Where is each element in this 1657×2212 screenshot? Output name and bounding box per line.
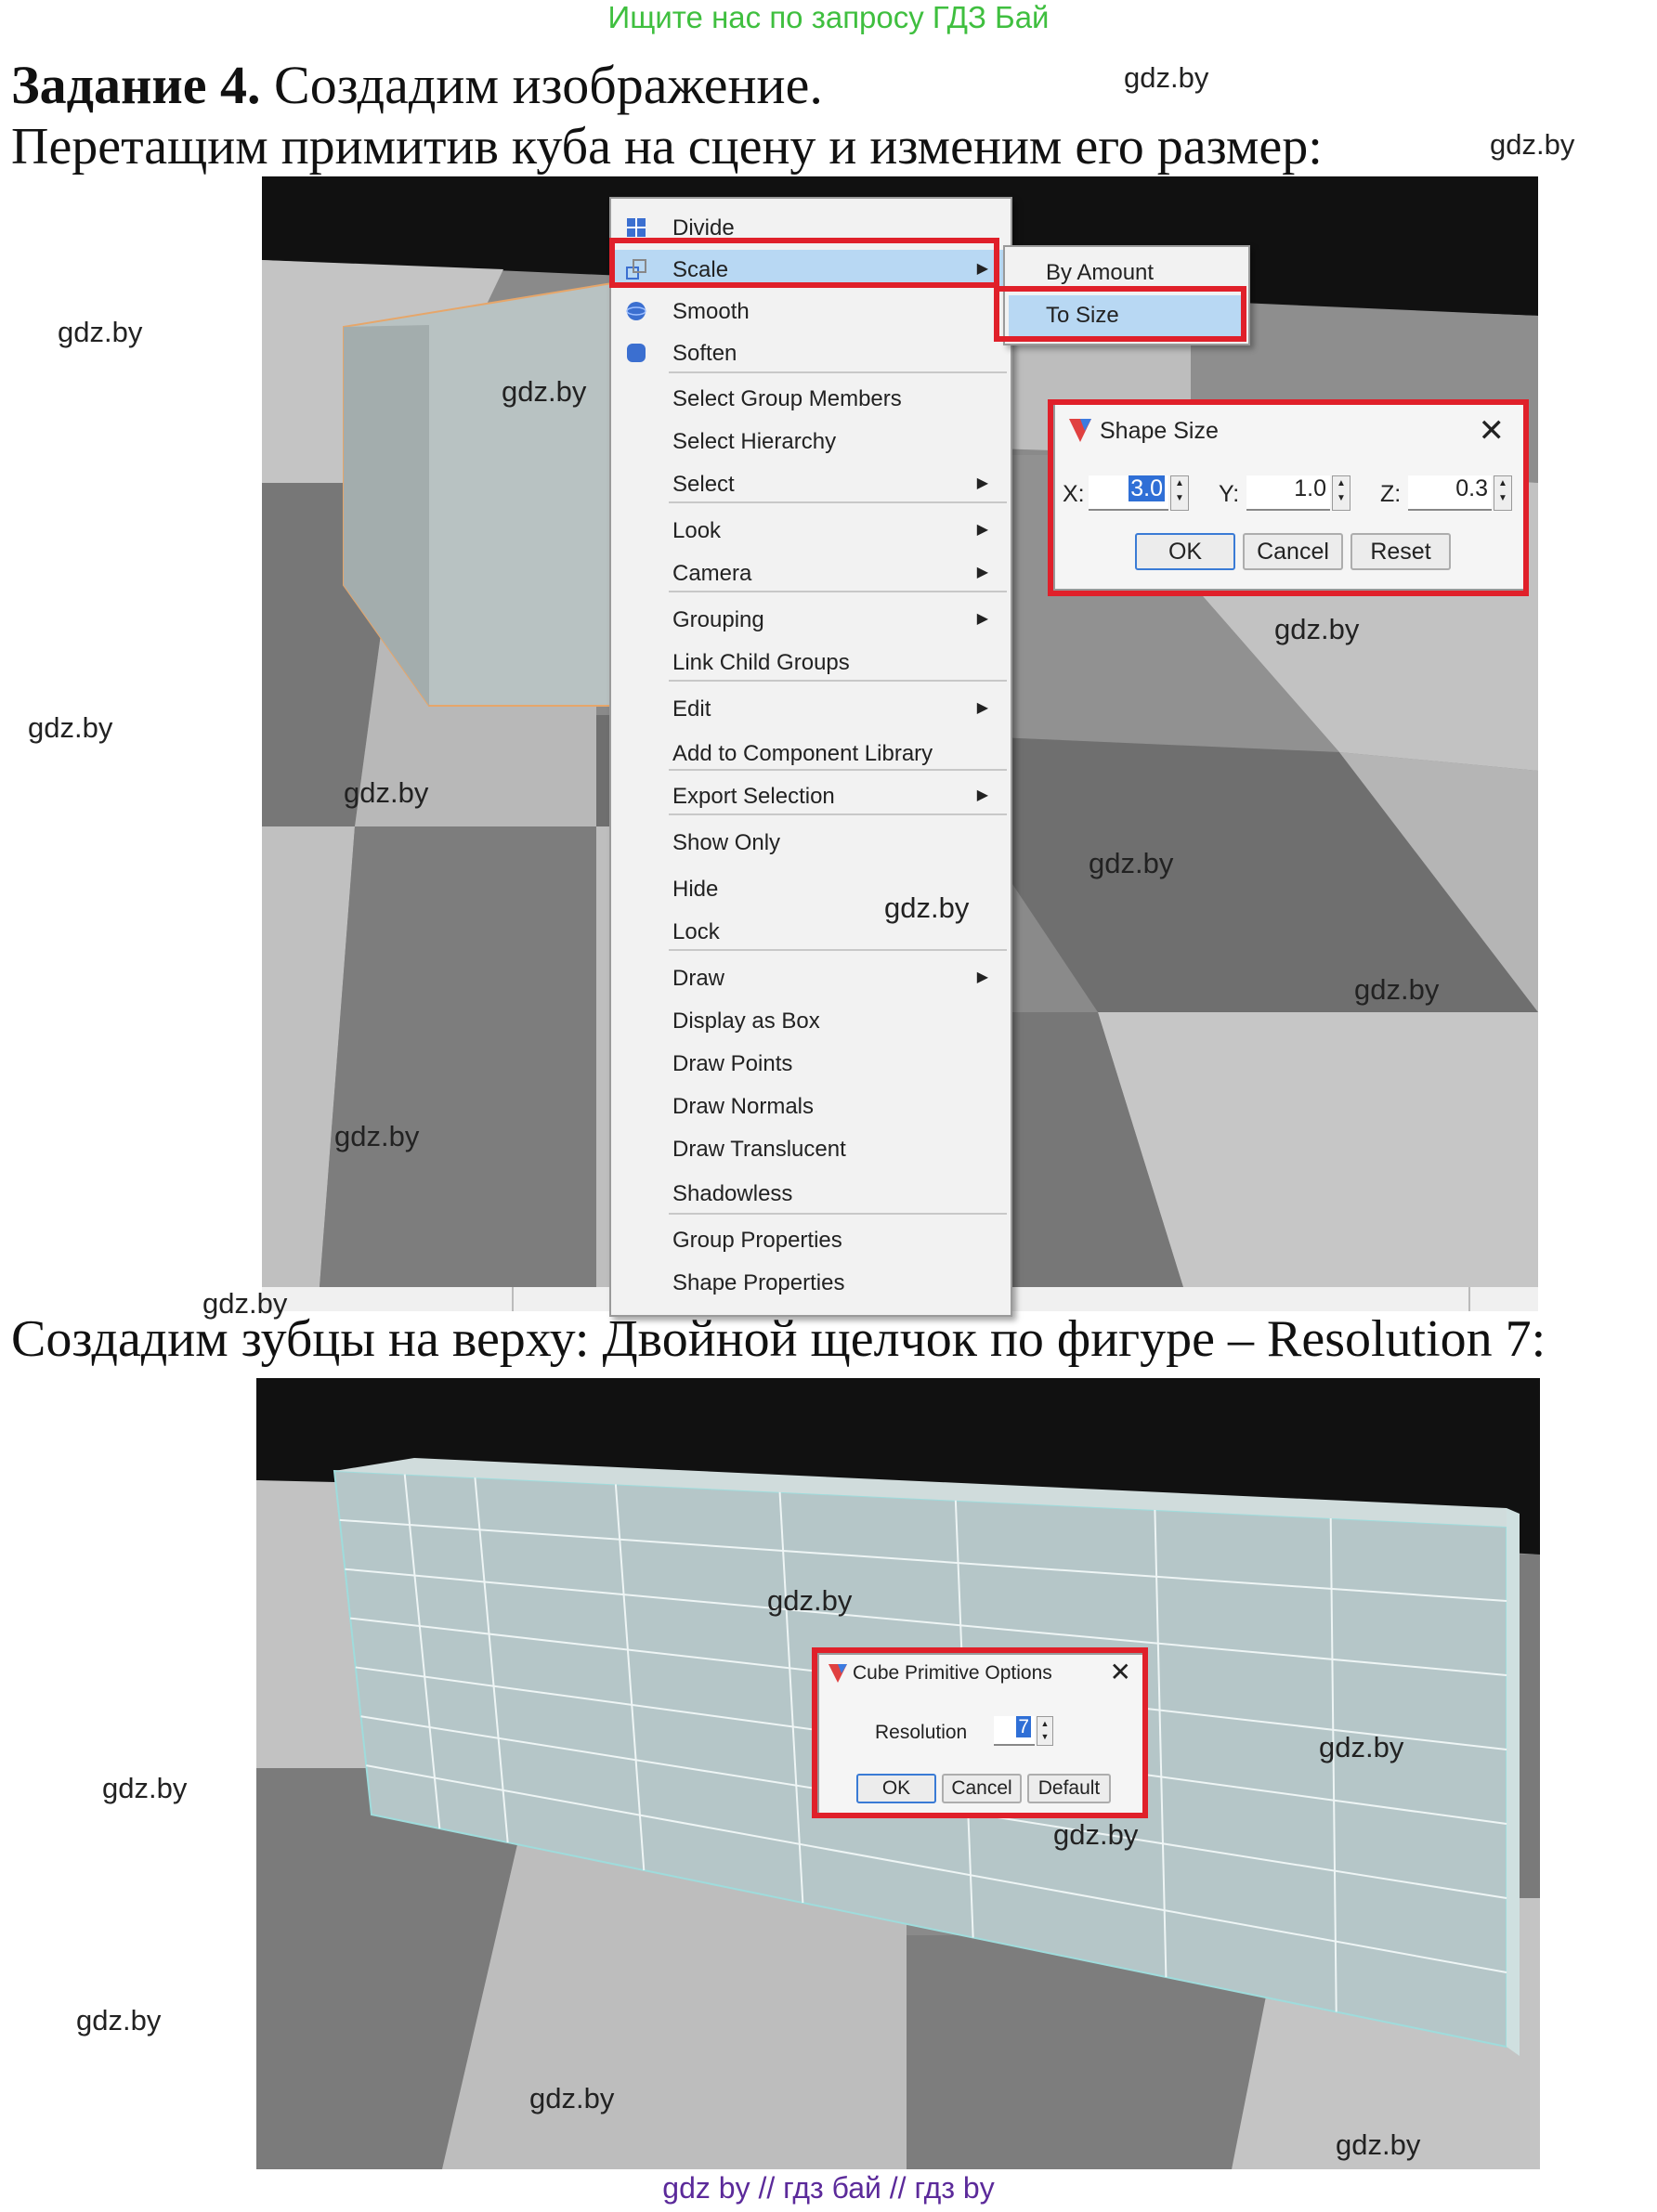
watermark: gdz.by [529,2082,615,2114]
watermark: gdz.by [202,1287,288,1320]
z-spinner[interactable]: ▲ ▼ [1494,475,1512,511]
menu-item-select-group-members[interactable] [611,379,1011,416]
instruction-line-2: Создадим зубцы на верху: Двойной щелчок по фигуре – Resolution 7: [11,1310,1546,1368]
instruction-line-1: Перетащим примитив куба на сцену и изменим его размер: [11,118,1323,176]
menu-item-label: Look [672,518,722,543]
menu-item-shadowless[interactable] [611,1174,1011,1211]
watermark: gdz.by [1089,847,1174,879]
menu-item-label: Export Selection [672,784,835,809]
menu-item-edit[interactable] [611,689,1011,726]
watermark: gdz.by [1124,61,1209,94]
resolution-input[interactable]: 7 [994,1716,1035,1746]
menu-item-draw-normals[interactable] [611,1086,1011,1124]
menu-item-label: Camera [672,561,752,586]
close-icon[interactable]: ✕ [1109,1658,1131,1686]
highlight-scale-item [609,238,999,288]
rounded-square-icon [626,343,646,363]
z-size-input[interactable]: 0.3 [1408,475,1492,511]
submenu-arrow-icon: ▶ [976,611,988,627]
submenu-arrow-icon: ▶ [976,700,988,716]
menu-item-show-only[interactable] [611,823,1011,860]
submenu-arrow-icon: ▶ [976,261,988,277]
watermark: gdz.by [884,891,970,924]
submenu-arrow-icon: ▶ [976,475,988,491]
cancel-button[interactable]: Cancel [1243,533,1343,570]
menu-item-display-as-box[interactable] [611,1001,1011,1038]
watermark: gdz.by [1274,613,1360,645]
menu-item-label: Shape Properties [672,1270,845,1295]
watermark: gdz.by [102,1772,188,1804]
menu-item-label: Hide [672,877,719,902]
task-text: Создадим изображение. [260,55,823,115]
menu-item-camera[interactable] [611,553,1011,591]
menu-item-label: Draw [672,966,725,991]
menu-item-to-size[interactable]: To Size [1009,295,1243,336]
y-label: Y: [1219,481,1240,507]
watermark: gdz.by [767,1584,853,1617]
menu-item-link-child-groups[interactable] [611,643,1011,680]
watermark: gdz.by [1354,973,1440,1006]
y-size-input[interactable]: 1.0 [1246,475,1330,511]
cancel-button[interactable]: Cancel [942,1774,1022,1803]
menu-item-label: Draw Translucent [672,1137,846,1162]
menu-item-label: Show Only [672,830,781,855]
resolution-label: Resolution [875,1722,968,1743]
menu-item-by-amount[interactable]: By Amount [1046,260,1155,285]
x-size-input[interactable]: 3.0 [1089,475,1168,511]
menu-item-add-to-component-library[interactable] [611,734,1011,771]
watermark: gdz.by [1319,1731,1404,1763]
watermark: gdz.by [1336,2128,1421,2161]
watermark: gdz.by [502,375,587,408]
menu-item-shape-properties[interactable] [611,1263,1011,1300]
menu-separator [669,591,1007,592]
menu-item-label: Add to Component Library [672,741,933,766]
menu-item-label: Display as Box [672,1008,820,1034]
menu-item-label: Draw Normals [672,1094,815,1119]
menu-item-select-hierarchy[interactable] [611,422,1011,459]
highlight-shape-size-dialog [1048,399,1529,596]
watermark: gdz.by [58,316,143,348]
x-label: X: [1063,481,1085,507]
watermark: gdz.by [1490,128,1575,161]
menu-item-draw[interactable] [611,958,1011,995]
submenu-arrow-icon: ▶ [976,522,988,538]
menu-item-export-selection[interactable] [611,776,1011,813]
menu-item-label: Lock [672,919,720,944]
dialog-title: Shape Size [1100,418,1219,444]
menu-item-label: Divide [672,215,735,241]
menu-item-select[interactable] [611,464,1011,501]
sphere-icon [626,301,646,321]
menu-item-label: Select Group Members [672,386,902,411]
menu-item-label: Select [672,472,735,497]
close-icon[interactable]: ✕ [1478,413,1505,449]
highlight-to-size-item [994,286,1246,342]
watermark: gdz.by [334,1120,420,1152]
menu-separator [669,769,1007,771]
menu-item-label: Smooth [672,299,750,324]
watermark: gdz.by [28,711,113,744]
y-spinner[interactable]: ▲ ▼ [1332,475,1350,511]
watermark: gdz.by [76,2004,162,2036]
menu-item-label: Shadowless [672,1181,793,1206]
menu-separator [669,813,1007,815]
menu-separator [669,501,1007,503]
menu-item-smooth[interactable] [611,292,1011,329]
default-button[interactable]: Default [1027,1774,1111,1803]
top-search-link[interactable]: Ищите нас по запросу ГДЗ Бай [607,0,1050,34]
menu-item-draw-points[interactable] [611,1044,1011,1081]
menu-item-group-properties[interactable] [611,1220,1011,1257]
menu-item-label: Edit [672,696,711,722]
submenu-arrow-icon: ▶ [976,565,988,580]
task-heading [11,54,823,116]
menu-item-label: Select Hierarchy [672,429,837,454]
menu-item-draw-translucent[interactable] [611,1129,1011,1166]
menu-separator [669,1213,1007,1215]
task-label: Задание 4. [11,55,261,115]
menu-item-look[interactable] [611,511,1011,548]
menu-item-label: Link Child Groups [672,650,850,675]
menu-separator [669,680,1007,682]
submenu-arrow-icon: ▶ [976,787,988,803]
menu-item-label: Scale [672,257,729,282]
menu-item-grouping[interactable] [611,600,1011,637]
grid-icon [626,217,646,238]
x-spinner[interactable]: ▲ ▼ [1170,475,1189,511]
watermark: gdz.by [344,776,429,809]
z-label: Z: [1380,481,1402,507]
menu-separator [669,949,1007,951]
watermark: gdz.by [1053,1818,1139,1851]
submenu-arrow-icon: ▶ [976,969,988,985]
menu-item-label: Soften [672,341,737,366]
ok-button[interactable]: OK [1135,533,1235,570]
reset-button[interactable]: Reset [1350,533,1451,570]
menu-separator [669,371,1007,373]
menu-item-label: Grouping [672,607,764,632]
highlight-cube-options-dialog [812,1647,1148,1818]
menu-item-label: Group Properties [672,1228,842,1253]
menu-item-soften[interactable] [611,333,1011,371]
footer-links[interactable]: gdz by // гдз бай // гдз by [662,2171,995,2205]
menu-item-label: Draw Points [672,1051,793,1076]
dialog-title: Cube Primitive Options [853,1662,1052,1684]
resolution-spinner[interactable]: ▲ ▼ [1037,1716,1053,1746]
context-menu [609,197,1012,1317]
ok-button[interactable]: OK [856,1774,936,1803]
